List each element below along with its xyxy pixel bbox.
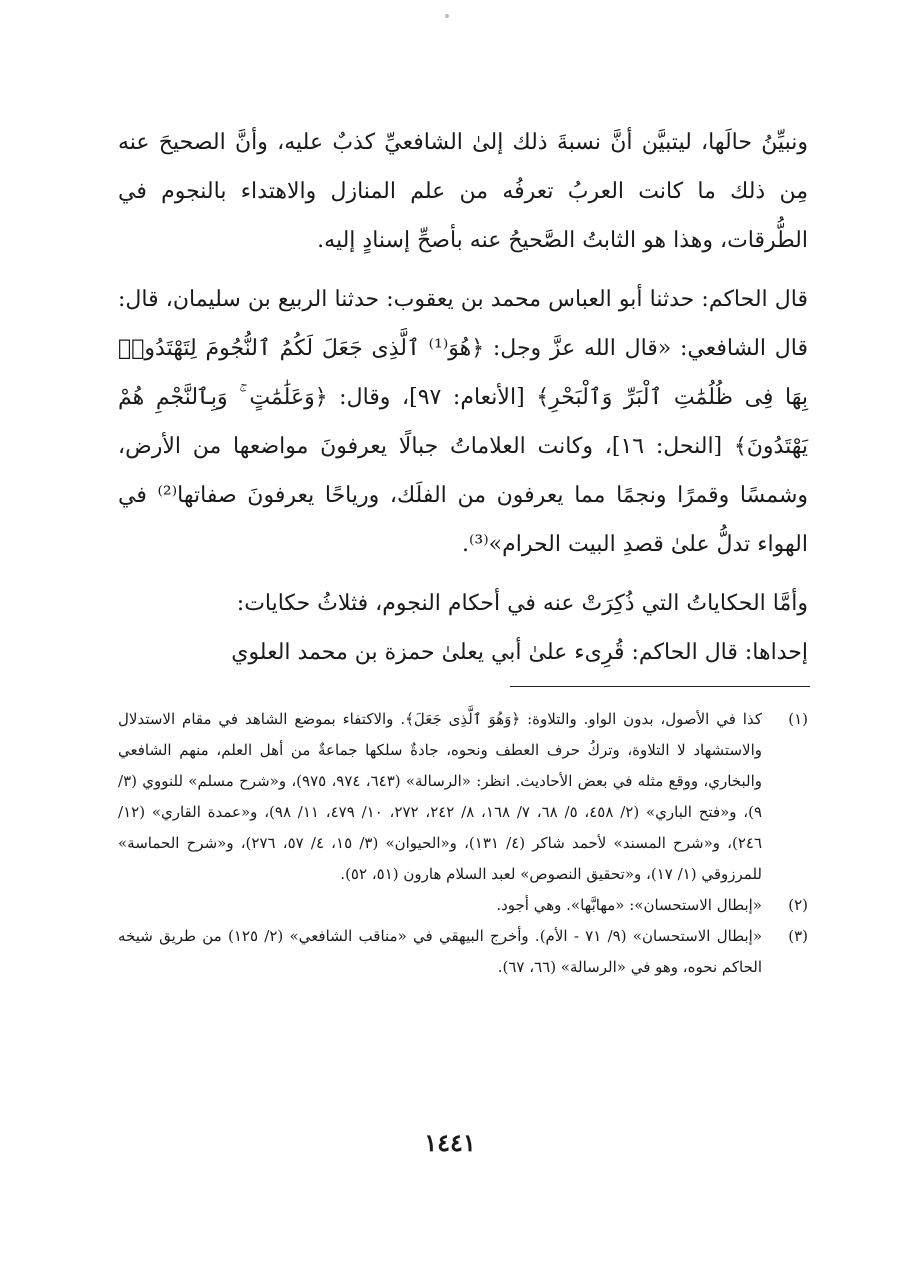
footnote-2 xyxy=(118,890,808,921)
paragraph-3: وأمَّا الحكاياتُ التي ذُكِرَتْ عنه في أحكام النجوم، فثلاثُ حكايات: xyxy=(236,591,808,616)
scan-mark xyxy=(445,14,449,18)
footnote-text: «إبطال الاستحسان» (٩/ ٧١ - الأم). وأخرج البيهقي في «مناقب الشافعي» (٢/ ١٢٥) من طريق شيخه الحاكم نحوه، وهو في «الرسالة» (٦٦، ٦٧). xyxy=(118,927,763,976)
footnote-1 xyxy=(118,704,808,890)
paragraph-2: قال الحاكم: حدثنا أبو العباس محمد بن يعقوب: حدثنا الربيع بن سليمان، قال: قال الشافعي: «قال الله عزَّ وجل: ﴿هُوَ⁽¹⁾ ٱلَّذِى جَعَلَ لَكُمُ ٱلنُّجُومَ لِتَهْتَدُوا۟ بِهَا فِى ظُلُمَٰتِ ٱلْبَرِّ وَٱلْبَحْرِ﴾ [الأنعام: ٩٧]، وقال: ﴿وَعَلَٰمَٰتٍ ۚ وَبِٱلنَّجْمِ هُمْ يَهْتَدُونَ﴾ [النحل: ١٦]، وكانت العلاماتُ جبالًا يعرفونَ مواضعها من الأرض، وشمسًا وقمرًا ونجمًا مما يعرفون من الفلَك، ورياحًا يعرفونَ صفاتها⁽²⁾ في الهواء تدلُّ علىٰ قصدِ البيت الحرام»⁽³⁾. xyxy=(118,287,809,557)
footnote-text: «إبطال الاستحسان»: «مهابَّها». وهي أجود. xyxy=(496,896,762,914)
footnote-text: كذا في الأصول، بدون الواو. والتلاوة: ﴿وَهُوَ ٱلَّذِى جَعَلَ﴾. والاكتفاء بموضع الشاهد في مقام الاستدلال والاستشهاد لا التلاوة، وتركُ حرف العطف ونحوه، جادةٌ سلكها جماعةٌ من أهل العلم، منهم الشافعي والبخاري، ووقع مثله في بعض الأحاديث. انظر: «الرسالة» (٦٤٣، ٩٧٤، ٩٧٥)، و«شرح مسلم» للنووي (٣/ ٩)، و«فتح الباري» (٢/ ٤٥٨، ٥/ ٦٨، ٧/ ١٦٨، ٨/ ٢٤٢، ٢٧٢، ١٠/ ٤٧٩، ١١/ ٩٨)، و«عمدة القاري» (١٢/ ٢٤٦)، و«شرح المسند» لأحمد شاكر (٤/ ١٣١)، و«الحيوان» (٣/ ١٥، ٤/ ٥٧، ٢٧٦)، و«شرح الحماسة» للمرزوقي (١/ ١٧)، و«تحقيق النصوص» لعبد السلام هارون (٥١، ٥٢). xyxy=(118,710,763,883)
footnote-3 xyxy=(118,921,808,983)
footnotes xyxy=(118,704,808,983)
footnote-number: (٣) xyxy=(788,927,808,945)
footnote-number: (٢) xyxy=(788,896,808,914)
page-number: ١٤٤١ xyxy=(424,1128,476,1157)
paragraph-1: ونبيِّنُ حالَها، ليتبيَّن أنَّ نسبةَ ذلك إلىٰ الشافعيِّ كذبٌ عليه، وأنَّ الصحيحَ عنه مِن ذلك ما كانت العربُ تعرفُه من علم المنازل والاهتداء بالنجوم في الطُّرقات، وهذا هو الثابتُ الصَّحيحُ عنه بأصحِّ إسنادٍ إليه. xyxy=(118,130,809,253)
main-text xyxy=(118,118,808,677)
footnote-number: (١) xyxy=(788,710,808,728)
paragraph-4: إحداها: قال الحاكم: قُرِىء علىٰ أبي يعلىٰ حمزة بن محمد العلوي xyxy=(231,640,808,665)
footnote-divider xyxy=(510,686,810,687)
